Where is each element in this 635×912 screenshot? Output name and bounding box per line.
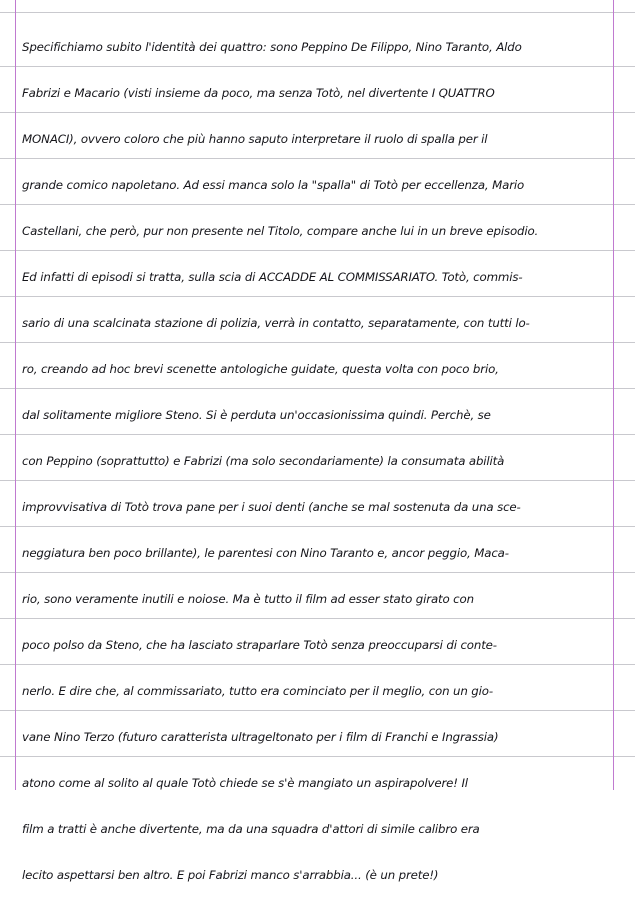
text-line: Ed infatti di episodi si tratta, sulla scia di ACCADDE AL COMMISSARIATO. Totò, commis- [22,270,523,284]
text-line: sario di una scalcinata stazione di polizia, verrà in contatto, separatamente, con tutti lo- [22,316,530,330]
text-line: neggiatura ben poco brillante), le parentesi con Nino Taranto e, ancor peggio, Maca- [22,546,509,560]
text-line: atono come al solito al quale Totò chiede se s'è mangiato un aspirapolvere! Il [22,776,468,790]
text-line: lecito aspettarsi ben altro. E poi Fabrizi manco s'arrabbia... (è un prete!) [22,868,439,882]
text-line: nerlo. E dire che, al commissariato, tutto era cominciato per il meglio, con un gio- [22,684,493,698]
text-line: rio, sono veramente inutili e noiose. Ma è tutto il film ad esser stato girato con [22,592,474,606]
text-line: dal solitamente migliore Steno. Si è perduta un'occasionissima quindi. Perchè, se [22,408,491,422]
text-line: poco polso da Steno, che ha lasciato straparlare Totò senza preoccuparsi di conte- [22,638,497,652]
text-line: film a tratti è anche divertente, ma da una squadra d'attori di simile calibro era [22,822,480,836]
text-line: con Peppino (soprattutto) e Fabrizi (ma solo secondariamente) la consumata abilità [22,454,505,468]
text-line: Fabrizi e Macario (visti insieme da poco, ma senza Totò, nel divertente I QUATTRO [22,86,495,100]
handwritten-text [22,38,614,912]
text-line: grande comico napoletano. Ad essi manca solo la "spalla" di Totò per eccellenza, Mario [22,178,525,192]
text-line: Specifichiamo subito l'identità dei quattro: sono Peppino De Filippo, Nino Taranto, Aldo [22,40,522,54]
text-line: ro, creando ad hoc brevi scenette antologiche guidate, questa volta con poco brio, [22,362,499,376]
text-line: improvvisativa di Totò trova pane per i suoi denti (anche se mal sostenuta da una sce- [22,500,521,514]
left-margin-line [15,0,16,790]
text-line: MONACI), ovvero coloro che più hanno saputo interpretare il ruolo di spalla per il [22,132,488,146]
text-line: Castellani, che però, pur non presente nel Titolo, compare anche lui in un breve episodio. [22,224,539,238]
text-line: vane Nino Terzo (futuro caratterista ultrageltonato per i film di Franchi e Ingrassia) [22,730,499,744]
